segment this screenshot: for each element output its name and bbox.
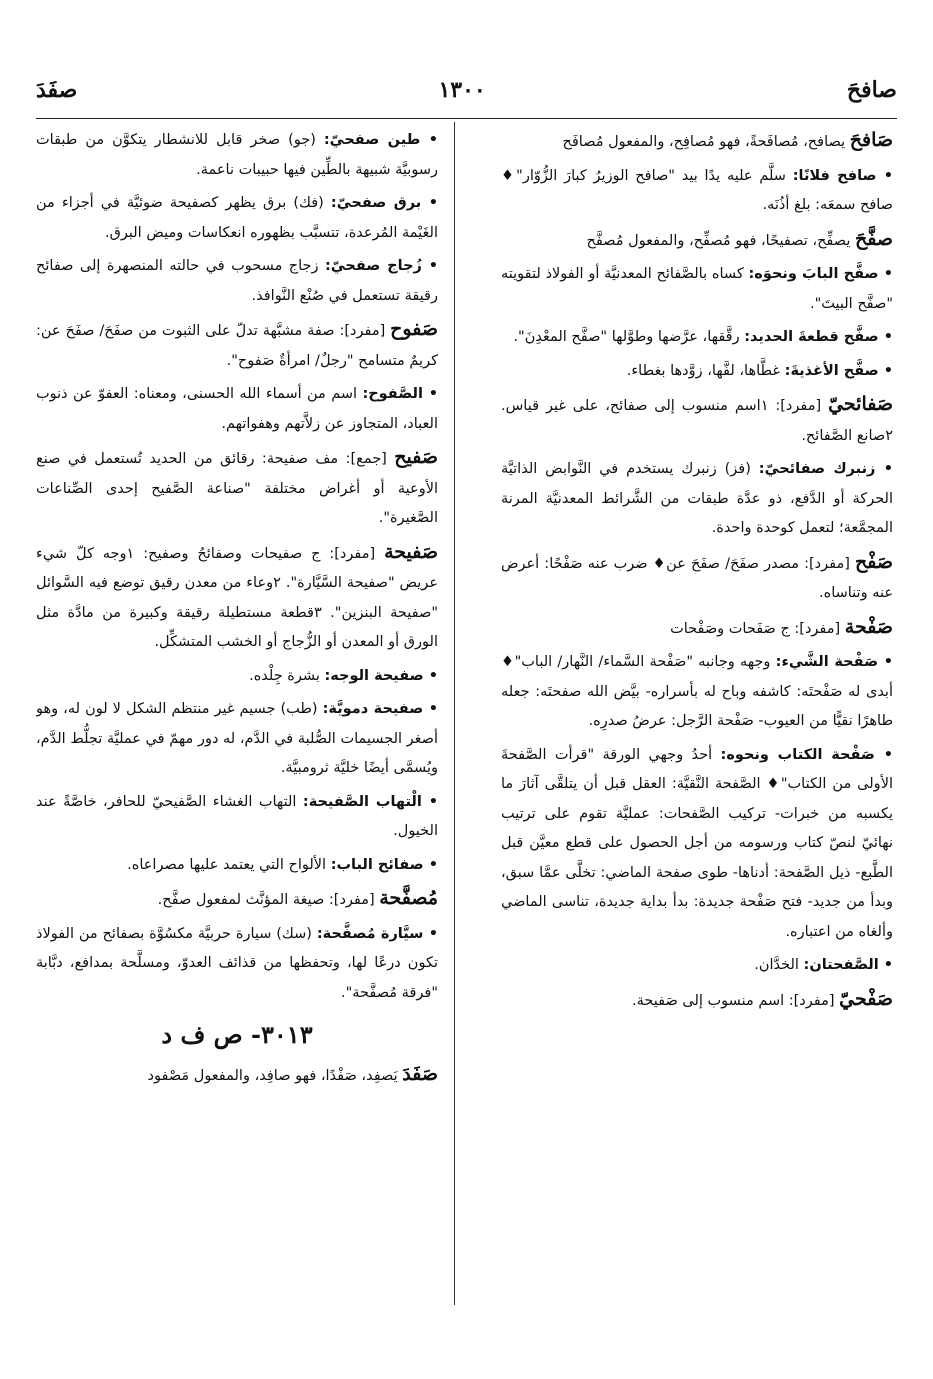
dictionary-subentry bbox=[36, 920, 438, 1009]
entry-definition: (فك) برق يظهر كصفيحة ضوئيَّة في أجزاء من الغَيْمة المُرعدة، تتسبَّب بظهوره انعكاسات وميض البرق. bbox=[36, 195, 438, 241]
subentry-head: • صَفْحة الشَّيء: bbox=[775, 654, 893, 670]
subentry-head: • صفَّح البابَ ونحوَه: bbox=[748, 266, 893, 282]
entry-definition: وجهه وجانبه "صَفْحة السَّماء/ النَّهار/ الباب"♦ أبدى له صَفْحتَه: كاشفه وباح له بأسراره- بيَّض الله صفحتَه: جعله طاهرًا نقيًّا من العيوب- صَفْحة الرَّجل: عرضُ صدرِه. bbox=[501, 654, 893, 729]
dictionary-entry bbox=[36, 538, 438, 658]
entry-definition: رقَّقها، عرَّضها وطوَّلها "صفَّح المعْدِنَ". bbox=[513, 329, 740, 345]
entry-definition: (جو) صخر قابل للانشطار يتكوَّن من طبقات رسوبيَّة شبيهة بالطِّين فيها حبيبات ناعمة. bbox=[36, 132, 438, 178]
page-header bbox=[36, 70, 897, 110]
dictionary-entry bbox=[501, 985, 893, 1017]
header-left-word: صفَدَ bbox=[36, 77, 78, 103]
entry-definition: غطَّاها، لفَّها، زوَّدها بغطاء. bbox=[626, 362, 781, 379]
entry-headword: صَفائحيّ bbox=[828, 393, 893, 415]
dictionary-subentry bbox=[36, 788, 438, 847]
entry-definition: [مفرد]: ج صَفَحات وصَفْحات bbox=[670, 620, 841, 637]
dictionary-entry bbox=[501, 548, 893, 609]
dictionary-subentry bbox=[501, 951, 893, 981]
entry-headword: مُصفَّحة bbox=[379, 887, 438, 909]
dictionary-subentry bbox=[501, 323, 893, 353]
header-right-word: صافحَ bbox=[846, 77, 897, 103]
entry-definition: [مفرد]: ج صفيحات وصفائحُ وصفيح: ١وجه كلّ شيء عريض "صفيحة السَّيَّارة". ٢وعاء من معدن رقيق توضع فيه السَّوائل "صفيحة البنزين". ٣قطعة مستطيلة رقيقة وكبيرة من مادَّة مثل الورق أو المعدن أو الزُّجاج أو الخشب المتشكِّل. bbox=[36, 545, 438, 650]
subentry-head: • سيَّارة مُصفَّحة: bbox=[316, 925, 438, 942]
entry-headword: صَفيحة bbox=[384, 540, 438, 563]
entry-headword: صَفْحيّ bbox=[839, 987, 893, 1010]
entry-definition: (سك) سيارة حربيَّة مكسُوَّة بصفائح من الفولاذ تكون درعًا لها، وتحفظها من قذائف العدوّ، ومسلَّحة بمدافع، دبَّابة "فرقة مُصفَّحة". bbox=[36, 925, 438, 1001]
dictionary-subentry bbox=[501, 357, 893, 387]
entry-definition: [جمع]: مف صفيحة: رقائق من الحديد تُستعمل في صنع الأوعية أو أغراض مختلفة "صناعة الصَّفيح إحدى الصِّناعات الصَّغيرة". bbox=[36, 451, 438, 526]
entry-headword: صَفيح bbox=[394, 446, 438, 468]
subentry-head: • صفيحة الوجه: bbox=[324, 667, 438, 684]
entry-definition: [مفرد]: مصدر صفَحَ/ صفَحَ عن♦ ضرب عنه صَفْحًا: أعرض عنه وتناساه. bbox=[501, 555, 893, 601]
subentry-head: • طين صفحيّ: bbox=[323, 132, 438, 148]
entry-definition: كساه بالصَّفائح المعدنيَّة أو الفولاذ لتقويته "صفَّح البيتَ". bbox=[501, 266, 893, 312]
subentry-head: • صفائح الباب: bbox=[330, 856, 438, 873]
entry-definition: الخدَّان. bbox=[754, 957, 799, 973]
page-number: ١٣٠٠ bbox=[438, 77, 486, 103]
entry-definition: [مفرد]: صيغة المؤنَّث لمفعول صفَّح. bbox=[157, 892, 375, 908]
dictionary-subentry bbox=[36, 380, 438, 439]
subentry-head: • الصَّفحتان: bbox=[803, 957, 893, 973]
entry-definition: اسم من أسماء الله الحسنى، ومعناه: العفوّ عن ذنوب العباد، المتجاوز عن زلاَّتهم وهفواتهم. bbox=[36, 386, 438, 432]
dictionary-subentry bbox=[501, 260, 893, 319]
dictionary-entry bbox=[501, 390, 893, 451]
entry-definition: [مفرد]: اسم منسوب إلى صَفيحة. bbox=[631, 992, 835, 1009]
dictionary-entry bbox=[501, 613, 893, 645]
right-column bbox=[501, 126, 893, 1309]
left-column-after-entries bbox=[36, 1060, 438, 1092]
entry-definition: يصافح، مُصافَحةً، فهو مُصافِح، والمفعول مُصافَح bbox=[562, 134, 846, 150]
subentry-head: • صافح فلانًا: bbox=[792, 167, 893, 184]
entry-headword: صَفَدَ bbox=[402, 1063, 438, 1085]
dictionary-subentry bbox=[36, 189, 438, 248]
entry-definition: (طب) جسيم غير منتظم الشكل لا لون له، وهو أصغر الجسيمات الصُّلبة في الدَّم، له دور مهمّ في عمليَّة تجلُّط الدَّم، ويُسمَّى أيضًا خليَّة ثرومبيَّة. bbox=[36, 701, 438, 776]
entry-definition: بشرة جِلْده. bbox=[249, 667, 320, 684]
entry-definition: التهاب الغشاء الصَّفيحيّ للحافر، خاصَّةً عند الخيول. bbox=[36, 793, 438, 839]
right-column-entries bbox=[501, 126, 893, 1016]
subentry-head: • صفَّح قطعةَ الحديد: bbox=[744, 329, 893, 345]
subentry-head: • زُجاج صفحيّ: bbox=[324, 258, 438, 274]
dictionary-subentry bbox=[501, 455, 893, 544]
subentry-head: • صفيحة دمويَّة: bbox=[322, 701, 438, 717]
dictionary-subentry bbox=[36, 851, 438, 881]
entry-definition: يَصفِد، صَفْدًا، فهو صافِد، والمفعول مَصْفود bbox=[147, 1068, 398, 1084]
dictionary-subentry bbox=[501, 648, 893, 737]
dictionary-entry bbox=[36, 315, 438, 376]
dictionary-entry bbox=[36, 884, 438, 916]
entry-headword: صَافحَ bbox=[849, 129, 893, 151]
entry-headword: صَفْحة bbox=[844, 615, 893, 638]
entry-definition: أحدُ وجهي الورقة "قرأت الصَّفحةَ الأولى من الكتاب"♦ الصَّفحة النَّقيَّة: العقل قبل أن يتلقَّى آثارَ ما يكسبه من خبرات- تركيب الصَّفحات: عمليَّة تقوم على ترتيب نهائيّ لنصّ كتاب ورسومه من أجل الحصول على قطع معيَّن قبل الطَّبع- ذيل الصَّفحة: أدناها- طوى صفحة الماضي: تخلَّى عمَّا سبق، وبدأ من جديد- فتح صَفْحة جديدة: بدأ بداية جديدة، تناسى الماضي وألغاه من اعتباره. bbox=[501, 746, 893, 940]
dictionary-entry bbox=[36, 443, 438, 534]
entry-headword: صفَّحَ bbox=[854, 227, 893, 250]
dictionary-subentry bbox=[36, 662, 438, 692]
dictionary-entry bbox=[501, 126, 893, 158]
entry-definition: [مفرد]: ١اسم منسوب إلى صفائح، على غير قياس. ٢صانع الصَّفائح. bbox=[501, 398, 893, 444]
dictionary-entry bbox=[36, 1060, 438, 1092]
header-rule bbox=[36, 118, 897, 119]
entry-headword: صَفْح bbox=[855, 550, 893, 573]
subentry-head: • برق صفحيّ: bbox=[330, 195, 438, 211]
subentry-head: • زنبرك صفائحيّ: bbox=[758, 461, 893, 477]
subentry-head: • صفَّح الأغذيةَ: bbox=[784, 362, 893, 379]
left-column-entries bbox=[36, 126, 438, 1008]
dictionary-subentry bbox=[36, 695, 438, 784]
dictionary-entry bbox=[501, 225, 893, 257]
dictionary-subentry bbox=[36, 252, 438, 311]
entry-definition: [مفرد]: صفة مشبَّهة تدلّ على الثبوت من صفَحَ/ صفَحَ عن: كريمٌ متسامح "رجلٌ/ امرأةٌ صَفوح". bbox=[36, 323, 438, 369]
dictionary-subentry bbox=[501, 162, 893, 221]
entry-definition: الألواح التي يعتمد عليها مصراعاه. bbox=[127, 856, 327, 873]
entry-headword: صَفوح bbox=[390, 318, 438, 340]
entry-definition: سلَّم عليه يدًا بيد "صافح الوزيرُ كبارَ الزُّوّار"♦ صافح سمعَه: بلغ أذُنَه. bbox=[501, 167, 893, 213]
subentry-head: • الْتهاب الصَّفيحة: bbox=[302, 793, 438, 810]
dictionary-subentry bbox=[36, 126, 438, 185]
entry-definition: زجاج مسحوب في حالته المنصهرة إلى صفائح رقيقة تستعمل في صُنْع النَّوافذ. bbox=[36, 258, 438, 304]
subentry-head: • صَفْحة الكتاب ونحوه: bbox=[720, 746, 893, 763]
entry-definition: (فز) زنبرك يستخدم في النَّوابض الذاتيَّة الحركة أو الدَّفع، ذو عدَّة طبقات من الشَّرائط المعدنيَّة المرنة المجمَّعة؛ لتعمل كوحدة واحدة. bbox=[501, 461, 893, 536]
entry-definition: يصفِّح، تصفيحًا، فهو مُصفِّح، والمفعول مُصفَّح bbox=[586, 232, 851, 249]
dictionary-subentry bbox=[501, 741, 893, 948]
root-heading: ٣٠١٣- ص ف د bbox=[161, 1020, 313, 1049]
column-divider bbox=[454, 122, 455, 1305]
left-column bbox=[36, 126, 438, 1309]
subentry-head: • الصَّفوح: bbox=[362, 386, 438, 402]
